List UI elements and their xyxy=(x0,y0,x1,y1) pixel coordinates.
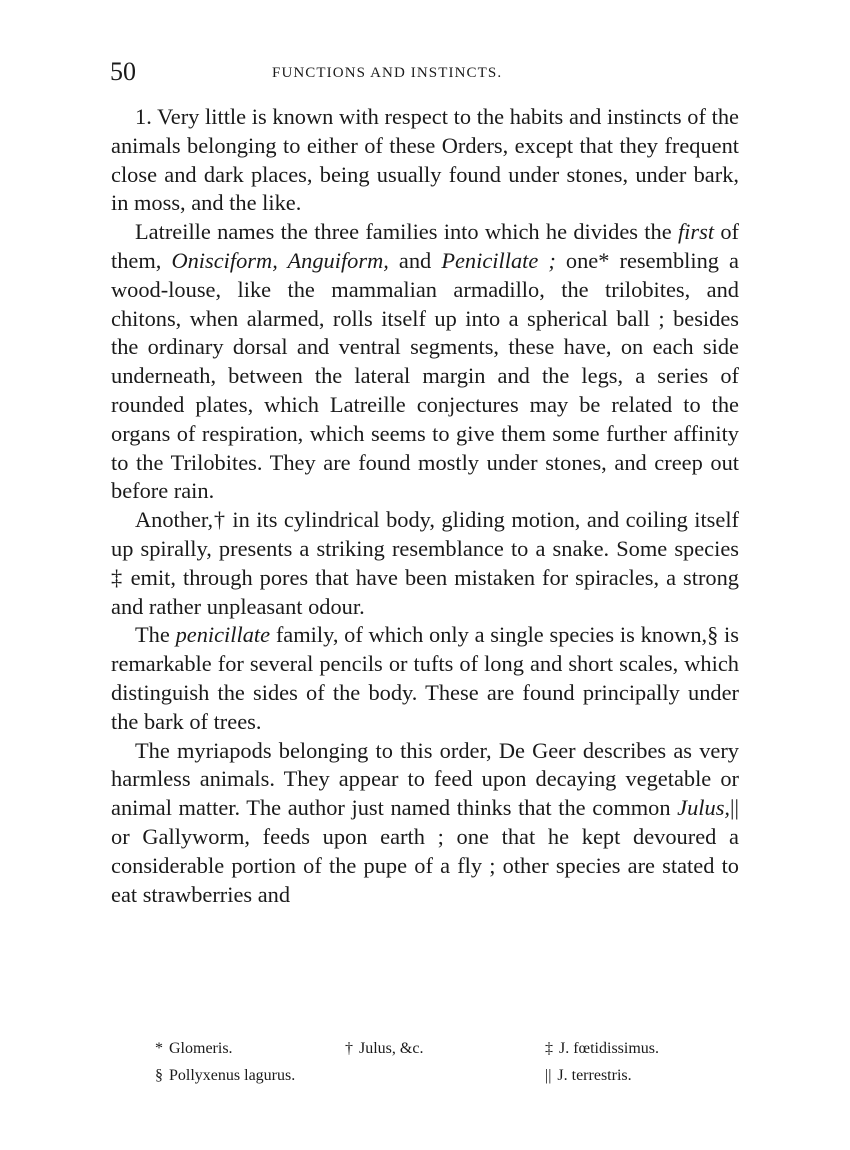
footnote-item xyxy=(345,1036,423,1062)
paragraph-4-text-b: family, of which only a single species is known,§ is remarkable for several pencils or tufts of long and short scales, which distinguish the sides of the body. These are found principally under the bark of trees. xyxy=(111,622,739,734)
footnote-mark: || xyxy=(545,1067,552,1084)
paragraph-4 xyxy=(111,621,739,736)
paragraph-2-italic-penicillate: Penicillate ; xyxy=(441,247,556,273)
paragraph-5-text-a: The myriapods belonging to this order, De Geer describes as very harmless animals. They appear to feed upon decaying vegetable or animal matter. The author just named thinks that the common xyxy=(111,737,739,821)
paragraph-5 xyxy=(111,737,739,910)
paragraph-2-italic-families: Onisciform, Anguiform, xyxy=(171,247,389,273)
paragraph-2-text-d: one* resembling a wood-louse, like the mammalian armadillo, the trilobites, and chitons, when alarmed, rolls itself up into a spherical ball ; besides the ordinary dorsal and ventral segments, these have, on each side underneath, between the lateral margin and the legs, a series of rounded plates, which Latreille conjectures may be related to the organs of respiration, which seems to give them some further affinity to the Trilobites. They are found mostly under stones, and creep out before rain. xyxy=(111,247,739,504)
paragraph-2 xyxy=(111,218,739,506)
footnote-text: Glomeris. xyxy=(169,1040,233,1057)
footnote-text: Pollyxenus lagurus. xyxy=(169,1067,296,1084)
paragraph-2-italic-first: first xyxy=(677,219,715,245)
footnote-mark: ‡ xyxy=(545,1040,553,1057)
paragraph-2-text-a: Latreille names the three families into which he divides the xyxy=(135,219,678,245)
paragraph-2-text-b: of them, xyxy=(111,219,739,273)
page-body xyxy=(111,103,739,909)
footnote-text: Julus, &c. xyxy=(359,1040,424,1057)
paragraph-4-text-a: The xyxy=(135,622,176,648)
running-title: FUNCTIONS AND INSTINCTS. xyxy=(272,65,503,81)
paragraph-5-italic-julus: Julus, xyxy=(677,795,731,821)
footnote-mark: † xyxy=(345,1040,353,1057)
footnote-mark: § xyxy=(155,1067,163,1084)
footnote-item xyxy=(545,1063,632,1089)
footnote-item xyxy=(155,1063,295,1089)
paragraph-4-italic-penicillate: penicillate xyxy=(175,622,271,648)
paragraph-3: Another,† in its cylindrical body, gliding motion, and coiling itself up spirally, presents a striking resemblance to a snake. Some species ‡ emit, through pores that have been mistaken for spiracles, a strong and rather unpleasant odour. xyxy=(111,507,739,619)
footnote-mark: * xyxy=(155,1040,163,1057)
footnote-text: J. fœtidissimus. xyxy=(559,1040,660,1057)
footnote-item xyxy=(545,1036,659,1062)
paragraph-5-text-b: || or Gallyworm, feeds upon earth ; one that he kept devoured a considerable portion of the pupe of a fly ; other species are stated to eat strawberries and xyxy=(111,795,739,907)
paragraph-2-text-c: and xyxy=(388,247,442,273)
footnote-text: J. terrestris. xyxy=(557,1067,632,1084)
footnote-item xyxy=(155,1036,233,1062)
paragraph-1: 1. Very little is known with respect to the habits and instincts of the animals belonging to either of these Orders, except that they frequent close and dark places, being usually found under stones, under bark, in moss, and the like. xyxy=(111,104,739,216)
page-number: 50 xyxy=(110,57,136,86)
